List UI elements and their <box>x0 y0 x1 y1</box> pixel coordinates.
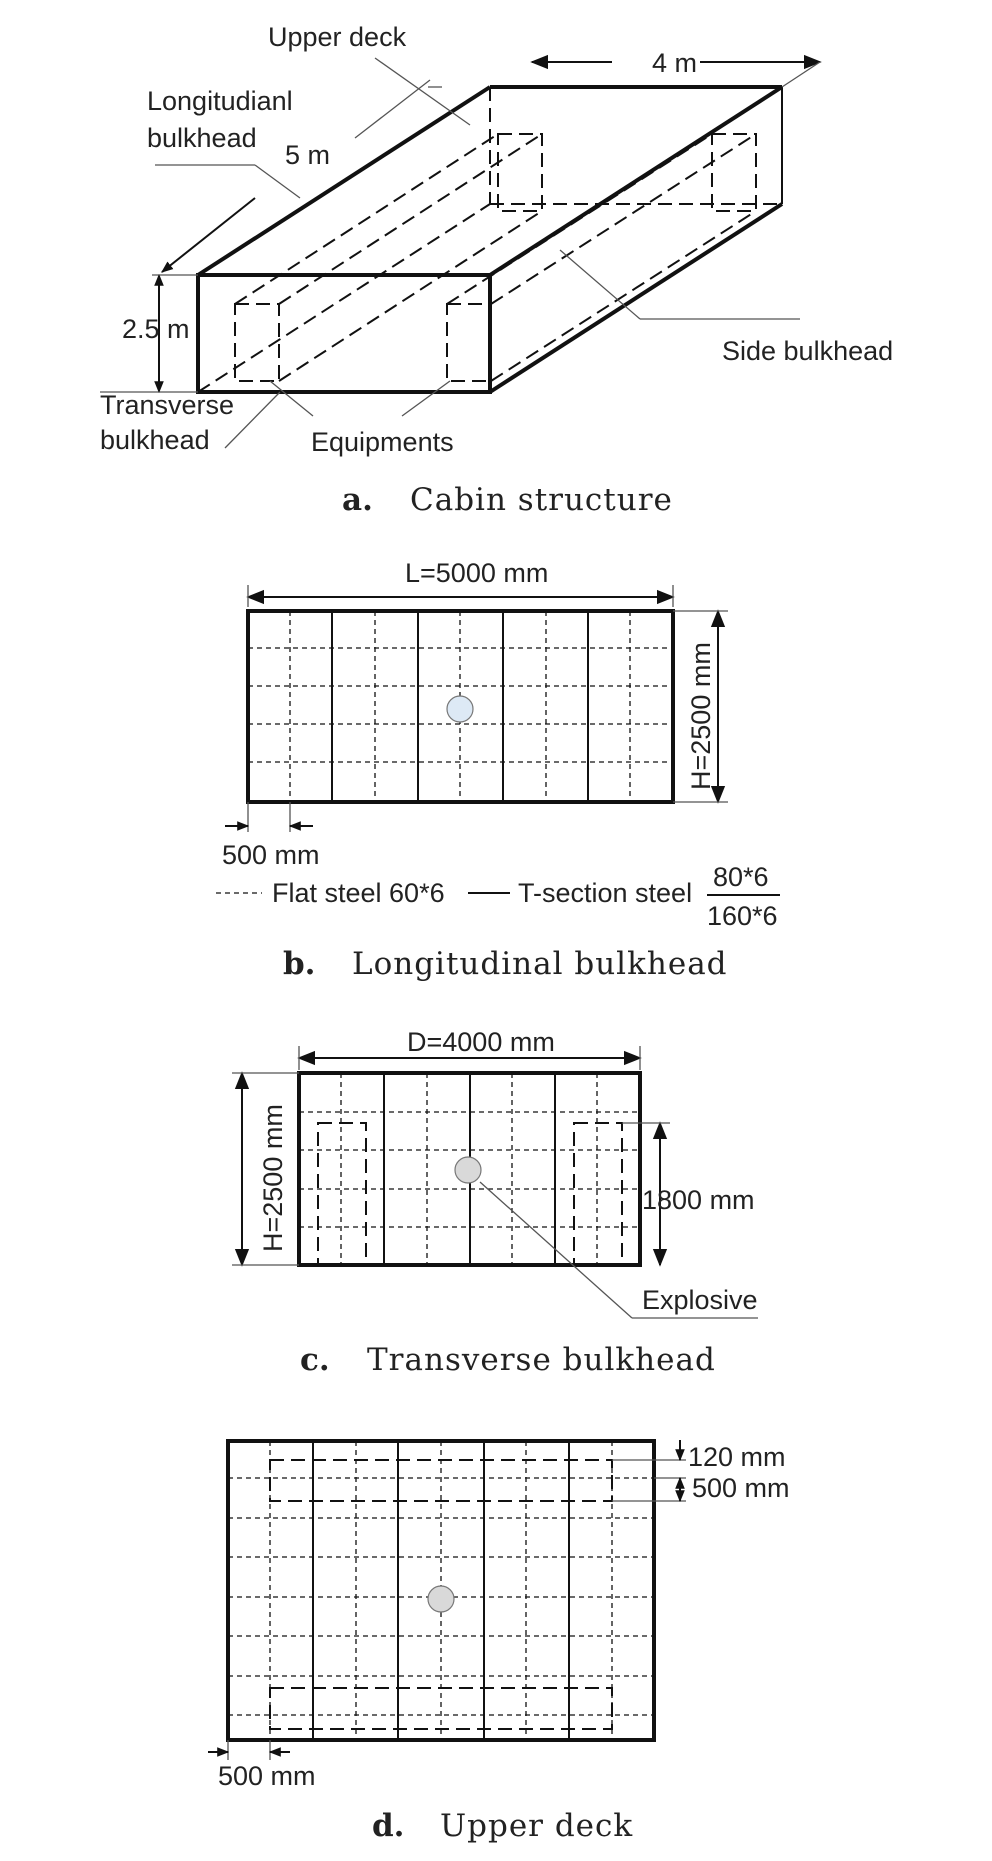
equip-link <box>235 134 498 304</box>
top-right-edge <box>490 87 782 275</box>
caption-b: Longitudinal bulkhead <box>352 946 728 982</box>
label-longitudinal-1: Longitudianl <box>147 86 293 116</box>
panel-a-cabin-structure <box>100 22 893 518</box>
panel-d-upper-deck <box>208 1440 790 1844</box>
label-2p5m: 2.5 m <box>122 314 190 344</box>
equipments-boxes <box>235 134 756 381</box>
label-500-d-h: 500 mm <box>218 1761 316 1791</box>
leader-equipments-right <box>402 381 450 416</box>
caption-c-letter: c. <box>300 1342 330 1378</box>
label-upper-deck: Upper deck <box>268 22 407 52</box>
panel-b-longitudinal-bulkhead <box>216 558 780 982</box>
label-5m: 5 m <box>285 140 331 170</box>
label-4m: 4 m <box>652 48 698 78</box>
label-1800: 1800 mm <box>642 1185 755 1215</box>
label-L: L=5000 mm <box>405 558 549 588</box>
c-equipment-left <box>318 1123 366 1265</box>
label-side-bulkhead: Side bulkhead <box>722 336 894 366</box>
label-500-b: 500 mm <box>222 840 320 870</box>
label-transverse-1: Transverse <box>100 390 235 420</box>
dim-5m-line <box>162 198 255 272</box>
caption-b-letter: b. <box>283 946 316 982</box>
caption-c: Transverse bulkhead <box>367 1342 716 1378</box>
legend-t-section-label: T-section steel <box>518 878 693 908</box>
label-equipments: Equipments <box>311 427 454 457</box>
b-legend <box>216 862 780 931</box>
equipment-back-right <box>712 134 756 211</box>
caption-a: Cabin structure <box>410 482 673 518</box>
hidden-bottom-left-edge <box>198 204 490 392</box>
equip-link <box>491 211 756 381</box>
caption-d: Upper deck <box>440 1808 634 1844</box>
leader-side-bulkhead-d <box>560 250 640 319</box>
c-explosive-marker <box>455 1157 481 1183</box>
d-explosive-marker <box>428 1586 454 1612</box>
label-D: D=4000 mm <box>407 1027 555 1057</box>
caption-d-letter: d. <box>372 1808 405 1844</box>
label-H-b: H=2500 mm <box>686 642 716 790</box>
c-equipment-right <box>574 1123 622 1265</box>
label-explosive: Explosive <box>642 1285 758 1315</box>
panel-c-transverse-bulkhead <box>232 1027 758 1378</box>
label-longitudinal-2: bulkhead <box>147 123 257 153</box>
equipment-front-right <box>447 304 491 381</box>
legend-flat-steel-label: Flat steel 60*6 <box>272 878 445 908</box>
leader-equipments-left <box>270 381 313 416</box>
legend-t-section-top: 80*6 <box>713 862 769 892</box>
label-120: 120 mm <box>688 1442 786 1472</box>
equipment-front-left <box>235 304 279 381</box>
caption-a-letter: a. <box>342 482 373 518</box>
label-transverse-2: bulkhead <box>100 425 210 455</box>
b-explosive-marker <box>447 696 473 722</box>
label-H-c: H=2500 mm <box>258 1104 288 1252</box>
label-500-d-v: 500 mm <box>692 1473 790 1503</box>
dim-4m-ext <box>782 62 820 87</box>
leader-upper-deck-b <box>375 58 470 125</box>
legend-t-section-bottom: 160*6 <box>707 901 778 931</box>
equip-link <box>279 211 542 381</box>
equipment-back-left <box>498 134 542 211</box>
